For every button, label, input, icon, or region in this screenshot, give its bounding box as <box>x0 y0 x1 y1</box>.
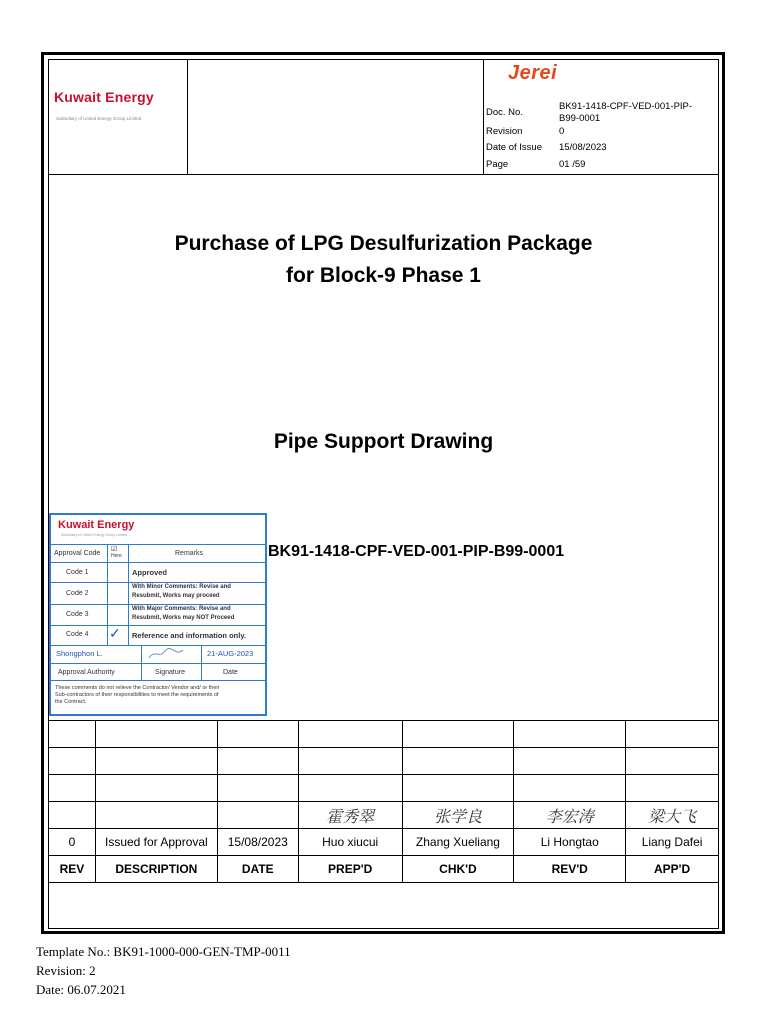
header-prepared: PREP'D <box>298 856 402 883</box>
doc-no-value-line1: BK91-1418-CPF-VED-001-PIP- <box>559 101 693 112</box>
page-label: Page <box>486 159 509 170</box>
header-checked: CHK'D <box>402 856 514 883</box>
document-number: BK91-1418-CPF-VED-001-PIP-B99-0001 <box>268 543 565 560</box>
document-title-line1: Purchase of LPG Desulfurization Package <box>174 232 593 255</box>
revision-table <box>48 720 719 883</box>
chk-signature: 张学良 <box>433 806 482 826</box>
approved-cell: Liang Dafei <box>626 829 719 856</box>
rev-cell: 0 <box>49 829 96 856</box>
signature-row <box>49 802 719 829</box>
stamp-remark-4: Reference and information only. <box>132 631 247 640</box>
revision-label: Revision <box>486 126 523 137</box>
prep-signature: 霍秀翠 <box>326 806 375 826</box>
stamp-sign-date: 21-AUG-2023 <box>207 649 254 658</box>
revision-row <box>49 829 719 856</box>
prepared-cell: Huo xiucui <box>298 829 402 856</box>
doc-no-value-line2: B99-0001 <box>559 113 601 124</box>
date-cell: 15/08/2023 <box>217 829 298 856</box>
stamp-disclaimer-line2: Sub-contractors of their responsibilities to meet the requirements of <box>55 692 219 698</box>
footer-date: Date: 06.07.2021 <box>36 982 126 997</box>
app-signature: 梁大飞 <box>648 806 697 826</box>
stamp-authority-name: Shongphon L. <box>56 649 103 658</box>
stamp-col-remarks: Remarks <box>175 550 204 557</box>
table-row <box>49 748 719 775</box>
client-logo-subtitle: Subsidiary of United Energy Group Limited <box>56 116 142 121</box>
client-logo-text: Kuwait Energy <box>54 89 154 105</box>
stamp-code-4: Code 4 <box>66 631 89 638</box>
stamp-logo: Kuwait Energy <box>58 519 135 531</box>
header-rev: REV <box>49 856 96 883</box>
stamp-col-here: Here <box>111 553 122 559</box>
header-approved: APP'D <box>626 856 719 883</box>
checkmark-icon: ✓ <box>109 625 121 641</box>
revision-value: 0 <box>559 126 565 137</box>
doc-no-label: Doc. No. <box>486 107 523 118</box>
stamp-here-box-icon: ☑ <box>111 546 118 553</box>
header-row <box>49 856 719 883</box>
stamp-remark-2b: Resubmit, Works may proceed <box>132 593 220 599</box>
date-of-issue-label: Date of Issue <box>486 142 542 153</box>
stamp-label-authority: Approval Authority <box>58 669 115 676</box>
rev-signature: 李宏涛 <box>545 806 594 826</box>
stamp-col-code: Approval Code <box>54 550 101 557</box>
page-value: 01 /59 <box>559 159 586 170</box>
document-subtitle: Pipe Support Drawing <box>273 430 494 453</box>
stamp-remark-1: Approved <box>132 568 168 577</box>
stamp-label-date: Date <box>223 669 238 676</box>
title-block-header <box>48 59 719 175</box>
stamp-remark-3b: Resubmit, Works may NOT Proceed <box>132 615 235 621</box>
document-title-line2: for Block-9 Phase 1 <box>286 264 481 287</box>
reviewed-cell: Li Hongtao <box>514 829 626 856</box>
header-blank-cell <box>188 59 484 174</box>
stamp-code-2: Code 2 <box>66 590 89 597</box>
table-row <box>49 721 719 748</box>
stamp-disclaimer-line1: These comments do not relieve the Contractor/ Vendor and/ or their <box>55 685 220 691</box>
stamp-remark-2a: With Minor Comments: Revise and <box>132 584 231 590</box>
stamp-logo-subtitle: Subsidiary of United Energy Group Limited <box>61 533 128 537</box>
footer-template-no: Template No.: BK91-1000-000-GEN-TMP-0011 <box>36 944 291 959</box>
header-description: DESCRIPTION <box>95 856 217 883</box>
contractor-logo: Jerei <box>508 62 558 84</box>
header-reviewed: REV'D <box>514 856 626 883</box>
kuwait-energy-logo <box>54 89 154 107</box>
stamp-signature-icon <box>147 647 187 661</box>
stamp-code-1: Code 1 <box>66 569 89 576</box>
date-of-issue-value: 15/08/2023 <box>559 142 607 153</box>
stamp-code-3: Code 3 <box>66 611 89 618</box>
header-date: DATE <box>217 856 298 883</box>
footer-revision: Revision: 2 <box>36 963 96 978</box>
stamp-label-signature: Signature <box>155 669 185 676</box>
stamp-remark-3a: With Major Comments: Revise and <box>132 606 231 612</box>
table-row <box>49 775 719 802</box>
client-logo-cell <box>48 59 188 174</box>
stamp-disclaimer-line3: the Contract. <box>55 699 87 705</box>
approval-stamp <box>49 513 267 716</box>
checked-cell: Zhang Xueliang <box>402 829 514 856</box>
stamp-disclaimer <box>55 685 261 706</box>
description-cell: Issued for Approval <box>95 829 217 856</box>
